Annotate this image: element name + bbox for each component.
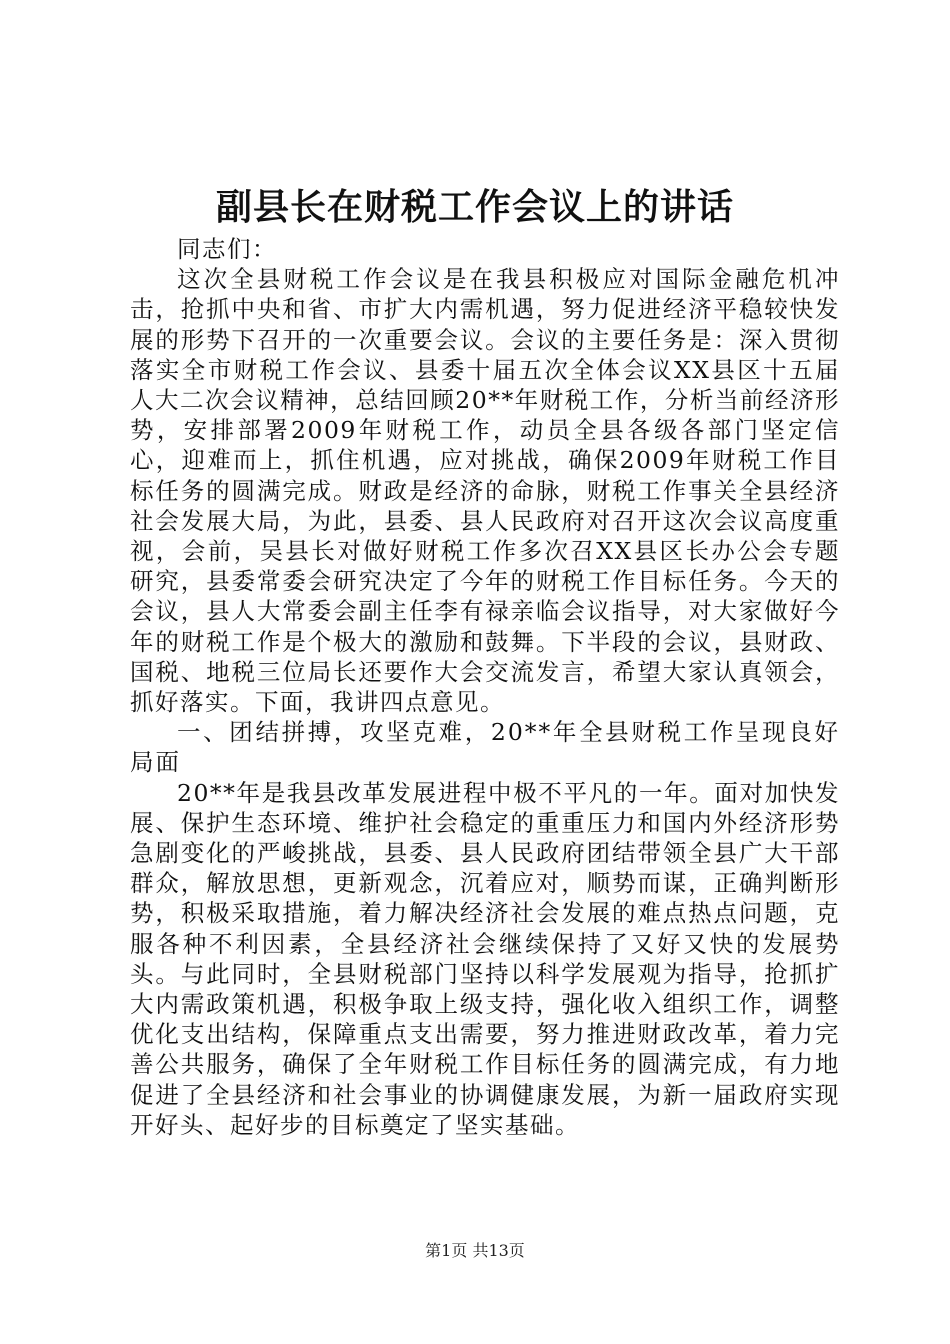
paragraph-intro: 这次全县财税工作会议是在我县积极应对国际金融危机冲击，抢抓中央和省、市扩大内需机遇，努力促进经济平稳较快发展的形势下召开的一次重要会议。会议的主要任务是：深入贯彻落实全市财税工作会议、县委十届五次全体会议XX县区十五届人大二次会议精神，总结回顾20**年财税工作，分析当前经济形势，安排部署2009年财税工作，动员全县各级各部门坚定信心，迎难而上，抓住机遇，应对挑战，确保2009年财税工作目标任务的圆满完成。财政是经济的命脉，财税工作事关全县经济社会发展大局，为此，县委、县人民政府对召开这次会议高度重视，会前，吴县长对做好财税工作多次召XX县区长办公会专题研究，县委常委会研究决定了今年的财税工作目标任务。今天的会议，县人大常委会副主任李有禄亲临会议指导，对大家做好今年的财税工作是个极大的激励和鼓舞。下半段的会议，县财政、国税、地税三位局长还要作大会交流发言，希望大家认真领会，抓好落实。下面，我讲四点意见。 bbox=[130, 265, 840, 717]
section-heading-1: 一、团结拼搏，攻坚克难，20**年全县财税工作呈现良好局面 bbox=[130, 718, 840, 777]
paragraph-section-1: 20**年是我县改革发展进程中极不平凡的一年。面对加快发展、保护生态环境、维护社会稳定的重重压力和国内外经济形势急剧变化的严峻挑战，县委、县人民政府团结带领全县广大干部群众，解放思想，更新观念，沉着应对，顺势而谋，正确判断形势，积极采取措施，着力解决经济社会发展的难点热点问题，克服各种不利因素，全县经济社会继续保持了又好又快的发展势头。与此同时，全县财税部门坚持以科学发展观为指导，抢抓扩大内需政策机遇，积极争取上级支持，强化收入组织工作，调整优化支出结构，保障重点支出需要，努力推进财政改革，着力完善公共服务，确保了全年财税工作目标任务的圆满完成，有力地促进了全县经济和社会事业的协调健康发展，为新一届政府实现开好头、起好步的目标奠定了坚实基础。 bbox=[130, 778, 840, 1139]
page-footer: 第1页 共13页 bbox=[425, 1241, 525, 1260]
document-title: 副县长在财税工作会议上的讲话 bbox=[215, 187, 734, 228]
salutation: 同志们： bbox=[177, 235, 277, 263]
document-body bbox=[130, 234, 840, 1140]
